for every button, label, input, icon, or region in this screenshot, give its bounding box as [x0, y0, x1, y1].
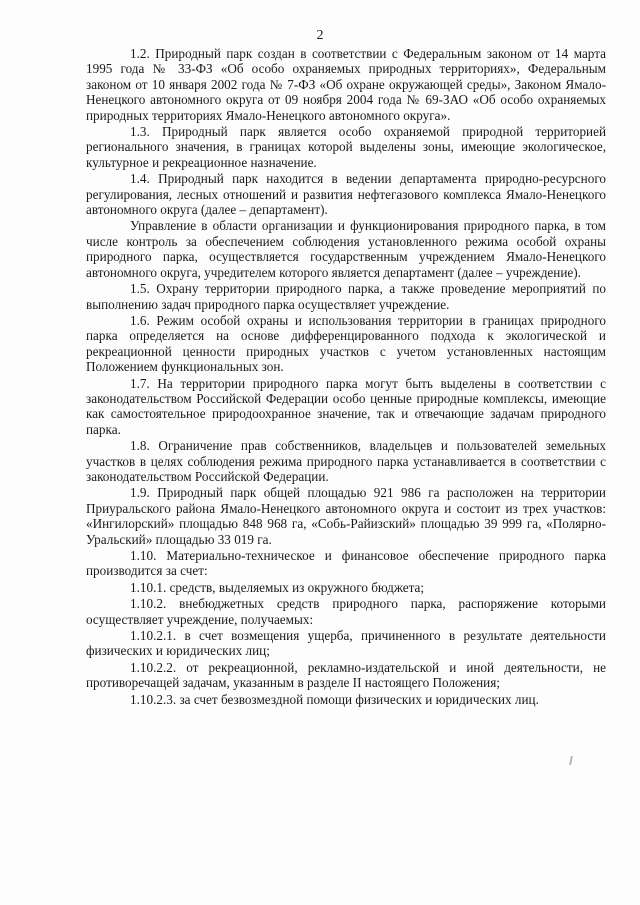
- paragraph-1-4: 1.4. Природный парк находится в ведении департамента природно-ресурсного регулирования, лесных отношений и развития нефтегазового комплекса Ямало-Ненецкого автономного округа (далее – департамент).: [86, 171, 606, 218]
- paragraph-management: Управление в области организации и функционирования природного парка, в том числе контроль за обеспечением соблюдения установленного режима особой охраны природного парка, осуществляется государственным учреждением Ямало-Ненецкого автономного округа, учредителем которого является департамент (далее – учреждение).: [86, 218, 606, 280]
- paragraph-1-7: 1.7. На территории природного парка могут быть выделены в соответствии с законодательством Российской Федерации особо ценные природные комплексы, имеющие как самостоятельное природоохранное значение, так и отвечающие задачам природного парка.: [86, 375, 606, 437]
- paragraph-1-10-2: 1.10.2. внебюджетных средств природного парка, распоряжение которыми осуществляет учреждение, получаемых:: [86, 596, 606, 627]
- paragraph-1-2: 1.2. Природный парк создан в соответствии с Федеральным законом от 14 марта 1995 года № 33-ФЗ «Об особо охраняемых природных территориях», Федеральным законом от 10 января 2002 года № 7-ФЗ «Об охране окружающей среды», Законом Ямало-Ненецкого автономного округа от 09 ноября 2004 года № 69-ЗАО «Об особо охраняемых природных территориях Ямало-Ненецкого автономного округа».: [86, 46, 606, 123]
- paragraph-1-10-2-1: 1.10.2.1. в счет возмещения ущерба, причиненного в результате деятельности физических и юридических лиц;: [86, 628, 606, 659]
- document-body: [86, 46, 606, 708]
- paragraph-1-5: 1.5. Охрану территории природного парка, а также проведение мероприятий по выполнению задач природного парка осуществляет учреждение.: [86, 281, 606, 312]
- paragraph-1-6: 1.6. Режим особой охраны и использования территории в границах природного парка определяется на основе дифференцированного подхода к экологической и рекреационной ценности природных участков с учетом установленных настоящим Положением функциональных зон.: [86, 312, 606, 375]
- paragraph-1-10-2-3: 1.10.2.3. за счет безвозмездной помощи физических и юридических лиц.: [130, 691, 539, 707]
- paragraph-1-8: 1.8. Ограничение прав собственников, владельцев и пользователей земельных участков в целях соблюдения режима природного парка устанавливается в соответствии с законодательством Российской Федерации.: [86, 438, 606, 484]
- paragraph-1-3: 1.3. Природный парк является особо охраняемой природной территорией регионального значения, в границах которой выделены зоны, имеющие экологическое, культурное и рекреационное назначение.: [86, 124, 606, 170]
- paragraph-1-9: 1.9. Природный парк общей площадью 921 986 га расположен на территории Приуральского района Ямало-Ненецкого автономного округа и состоит из трех участков: «Ингилорский» площадью 848 968 га, «Собь-Райизский» площадью 39 999 га, «Полярно-Уральский» площадью 33 019 га.: [86, 485, 606, 547]
- paragraph-1-10: 1.10. Материально-техническое и финансовое обеспечение природного парка производится за счет:: [86, 548, 606, 579]
- paragraph-1-10-1: 1.10.1. средств, выделяемых из окружного бюджета;: [130, 579, 425, 595]
- scan-speck: [569, 756, 573, 765]
- paragraph-1-10-2-2: 1.10.2.2. от рекреационной, рекламно-издательской и иной деятельности, не противоречащей задачам, указанным в разделе II настоящего Положения;: [86, 659, 606, 691]
- page-number: 2: [316, 28, 324, 43]
